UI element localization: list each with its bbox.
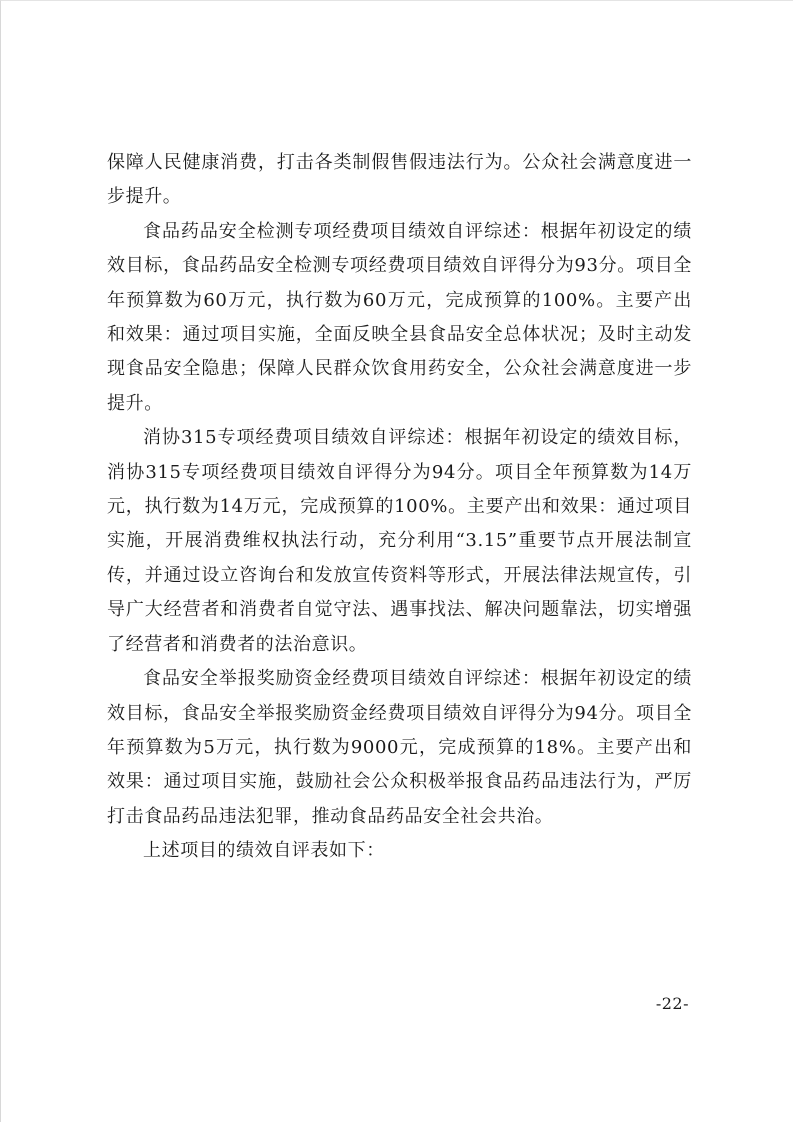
paragraph-food-drug-testing: 食品药品安全检测专项经费项目绩效自评综述：根据年初设定的绩效目标，食品药品安全检测专项经费项目绩效自评得分为93分。项目全年预算数为60万元，执行数为60万元，完成预算的100%。主要产出和效果：通过项目实施，全面反映全县食品安全总体状况；及时主动发现食品安全隐患；保障人民群众饮食用药安全，公众社会满意度进一步提升。 [107,220,692,414]
paragraph-table-intro: 上述项目的绩效自评表如下： [143,840,385,862]
paragraph-food-safety-reward: 食品安全举报奖励资金经费项目绩效自评综述：根据年初设定的绩效目标，食品安全举报奖励资金经费项目绩效自评得分为94分。项目全年预算数为5万元，执行数为9000元，完成预算的18%。主要产出和效果：通过项目实施，鼓励社会公众积极举报食品药品违法行为，严厉打击食品药品违法犯罪，推动食品药品安全社会共治。 [107,668,692,827]
body-text [107,146,692,869]
page-number: -22- [655,994,689,1013]
paragraph-consumer-315: 消协315专项经费项目绩效自评综述：根据年初设定的绩效目标，消协315专项经费项目绩效自评得分为94分。项目全年预算数为14万元，执行数为14万元，完成预算的100%。主要产出和效果：通过项目实施，开展消费维权执法行动，充分利用“3.15”重要节点开展法制宣传，并通过设立咨询台和发放宣传资料等形式，开展法律法规宣传，引导广大经营者和消费者自觉守法、遇事找法、解决问题靠法，切实增强了经营者和消费者的法治意识。 [107,427,692,655]
paragraph-continued: 保障人民健康消费，打击各类制假售假违法行为。公众社会满意度进一步提升。 [107,152,692,208]
